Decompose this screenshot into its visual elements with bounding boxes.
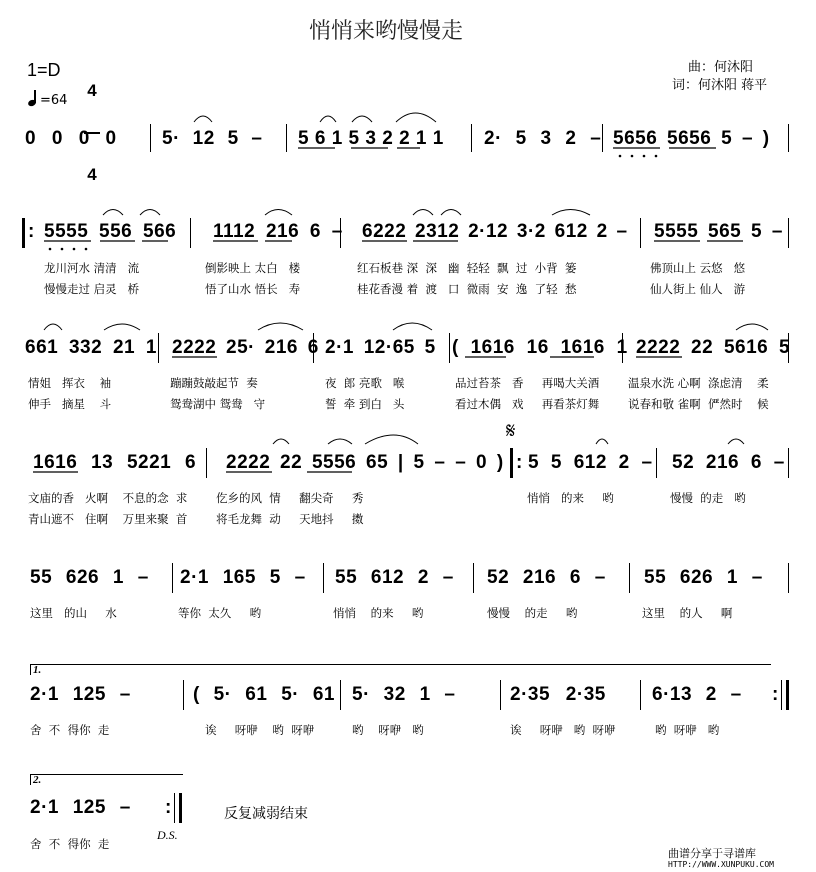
ending-instruction: 反复减弱结束: [224, 806, 308, 822]
measure-r2-2: 1112 216 6 –: [213, 221, 343, 242]
lyric-r3-v2-2: 鸳鸯湖中 鸳鸯 守: [170, 397, 266, 411]
measure-r2-3: 6222 2312 2·12 3·2 612 2 –: [362, 221, 628, 242]
repeat-dots: :: [772, 684, 779, 705]
measure-r4-4: 52 216 6 –: [672, 452, 785, 473]
lyric-r4-v1-3: 悄悄 的来 哟: [527, 491, 614, 505]
key-signature: 1=D: [27, 60, 61, 80]
lyric-r4-v1-1: 文庙的香 火啊 不息的念 求: [28, 491, 188, 505]
lyric-r6-2: 诶 呀咿 哟 呀咿: [205, 723, 315, 737]
measure-r5-4: 52 216 6 –: [487, 567, 606, 588]
measure-r1-5: 5656 5656 5 – ): [613, 128, 770, 149]
lyric-r3-v2-4: 看过木偶 戏 再看茶灯舞: [455, 397, 600, 411]
measure-r6-3: 5· 32 1 –: [352, 684, 456, 705]
lyric-r2-v1-4: 佛顶山上 云悠 悠: [650, 261, 746, 275]
measure-r1-3: 5 6 1 5 3 2 2 1 1: [298, 128, 444, 149]
measure-r6-1: 2·1 125 –: [30, 684, 131, 705]
lyric-r6-4: 诶 呀咿 哟 呀咿: [510, 723, 616, 737]
lyric-r4-v2-2: 将毛龙舞 动 天地抖 擞: [216, 512, 364, 526]
measure-r3-5: 2222 22 5616 5: [636, 337, 791, 358]
measure-r3-4: ( 1616 16 1616 1: [452, 337, 628, 358]
lyric-r3-v2-3: 誓 牵 到白 头: [325, 397, 405, 411]
time-bottom: 4: [87, 165, 97, 184]
lyric-r5-4: 慢慢 的走 哟: [487, 606, 578, 620]
measure-r1-1: 0 0 0 0: [25, 128, 117, 149]
measure-r5-1: 55 626 1 –: [30, 567, 149, 588]
lyric-r3-v2-5: 说春和敬 雀啊 俨然时 候: [628, 397, 769, 411]
lyric-r2-v2-1: 慢慢走过 启灵 桥: [44, 282, 140, 296]
measure-r3-2: 2222 25· 216 6: [172, 337, 319, 358]
lyric-r5-5: 这里 的人 啊: [642, 606, 733, 620]
lyric-r4-v1-2: 仡乡的风 情 翻尖奇 秀: [216, 491, 364, 505]
footer-url: HTTP://WWW.XUNPUKU.COM: [668, 860, 774, 869]
measure-r6-5: 6·13 2 –: [652, 684, 742, 705]
measure-r4-3: 5 5 612 2 –: [528, 452, 653, 473]
ds-marking: D.S.: [157, 828, 178, 842]
lyric-r6-3: 哟 呀咿 哟: [352, 723, 424, 737]
repeat-dots: :: [516, 452, 523, 473]
lyric-r3-v1-1: 情姐 挥衣 袖: [28, 376, 112, 390]
lyric-r3-v1-4: 品过苔茶 香 再喝大关酒: [455, 376, 600, 390]
lyric-r2-v1-3: 红石板巷 深 深 幽 轻轻 飘 过 小背 篓: [357, 261, 577, 275]
measure-r4-1: 1616 13 5221 6: [33, 452, 197, 473]
measure-r2-1: 5555 556 566: [44, 221, 177, 242]
lyric-r3-v1-5: 温泉水洗 心啊 涤虑清 柔: [628, 376, 769, 390]
lyric-r2-v1-2: 倒影映上 太白 楼: [205, 261, 301, 275]
lyric-r5-1: 这里 的山 水: [30, 606, 117, 620]
measure-r3-1: 661 332 21 1: [25, 337, 157, 358]
measure-r1-4: 2· 5 3 2 –: [484, 128, 602, 149]
lyric-r5-2: 等你 太久 哟: [178, 606, 262, 620]
lyric-r6-1: 舍 不 得你 走: [30, 723, 110, 737]
page-title: 悄悄来哟慢慢走: [309, 19, 464, 44]
composer-credit: 曲：何沐阳: [688, 60, 754, 75]
time-top: 4: [87, 81, 97, 100]
lyric-r5-3: 悄悄 的来 哟: [333, 606, 424, 620]
volta-2-number: 2.: [33, 774, 42, 786]
lyric-r3-v1-2: 蹦蹦鼓敲起节 奏: [170, 376, 258, 390]
measure-r6-2: ( 5· 61 5· 61: [193, 684, 335, 705]
lyric-r2-v2-4: 仙人街上 仙人 游: [650, 282, 746, 296]
lyric-r2-v1-1: 龙川河水 清清 流: [44, 261, 140, 275]
measure-r6-4: 2·35 2·35: [510, 684, 606, 705]
measure-r3-3: 2·1 12·65 5: [325, 337, 436, 358]
volta-1-number: 1.: [33, 664, 42, 676]
segno-sign: 𝄋: [506, 419, 516, 444]
measure-r7-1: 2·1 125 –: [30, 797, 131, 818]
lyric-r4-v1-4: 慢慢 的走 哟: [670, 491, 746, 505]
repeat-dots: :: [165, 797, 172, 818]
measure-r4-2: 2222 22 5556 65 | 5 – – 0 ): [226, 452, 504, 473]
measure-r5-3: 55 612 2 –: [335, 567, 454, 588]
lyric-r3-v1-3: 夜 郎 亮歌 喉: [325, 376, 405, 390]
lyric-r4-v2-1: 青山遮不 住啊 万里来聚 首: [28, 512, 188, 526]
lyric-r6-5: 哟 呀咿 哟: [655, 723, 720, 737]
lyricist-credit: 词：何沐阳 蒋平: [672, 78, 768, 93]
measure-r2-4: 5555 565 5 –: [654, 221, 783, 242]
measure-r5-2: 2·1 165 5 –: [180, 567, 306, 588]
lyric-r2-v2-3: 桂花香漫 着 渡 口 微雨 安 逸 了轻 愁: [357, 282, 577, 296]
lyric-r7-1: 舍 不 得你 走: [30, 837, 110, 851]
lyric-r3-v2-1: 伸手 摘星 斗: [28, 397, 112, 411]
tempo-marking: =64: [40, 93, 68, 108]
footer-credit: 曲谱分享于寻谱库: [668, 847, 756, 860]
measure-r5-5: 55 626 1 –: [644, 567, 763, 588]
measure-r1-2: 5· 12 5 –: [162, 128, 263, 149]
repeat-dots: :: [28, 221, 35, 242]
lyric-r2-v2-2: 悟了山水 悟长 寿: [205, 282, 301, 296]
